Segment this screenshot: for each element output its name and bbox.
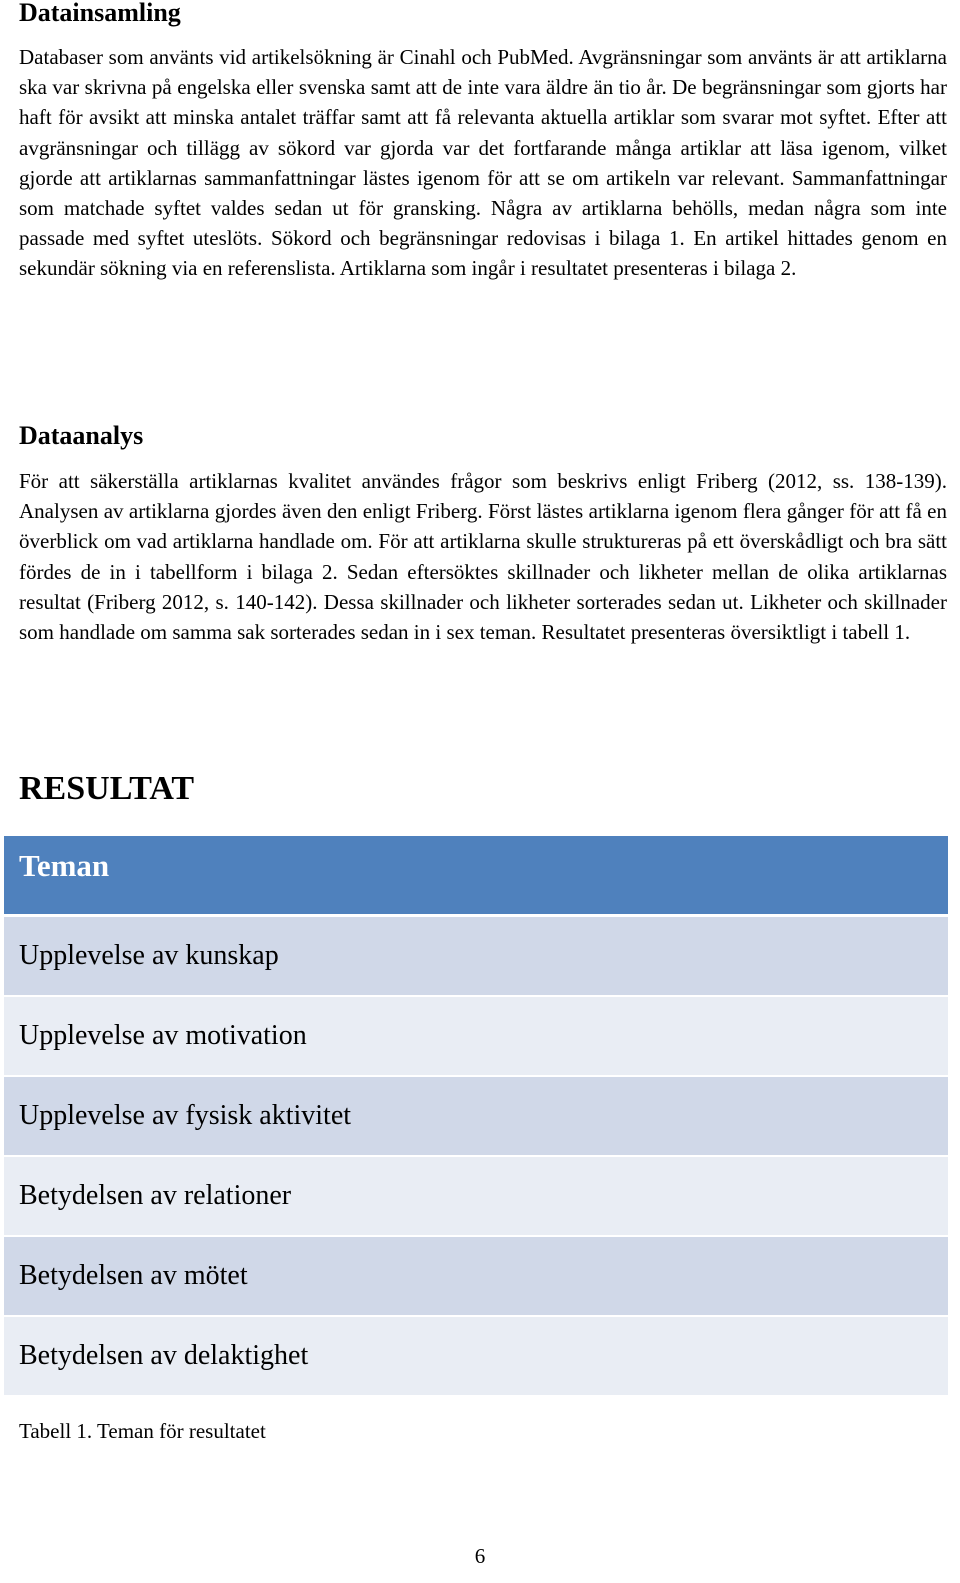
table-row: Upplevelse av fysisk aktivitet — [4, 1077, 948, 1157]
heading-datainsamling: Datainsamling — [19, 0, 181, 27]
heading-dataanalys: Dataanalys — [19, 421, 144, 450]
table-row: Betydelsen av delaktighet — [4, 1317, 948, 1397]
themes-table — [4, 836, 948, 1397]
paragraph-dataanalys: För att säkerställa artiklarnas kvalitet användes frågor som beskrivs enligt Friberg (2012, ss. 138-139). Analysen av artiklarna gjordes även den enligt Friberg. Först lästes artiklarna igenom flera gånger för att få en överblick om vad artiklarna handlade om. För att artiklarna skulle struktureras på ett överskådligt och bra sätt fördes de in i tabellform i bilaga 2. Sedan eftersöktes skillnader och likheter mellan de olika artiklarnas resultat (Friberg 2012, s. 140-142). Dessa skillnader och likheter sorterades sedan ut. Likheter och skillnader som handlade om samma sak sorterades sedan in i sex teman. Resultatet presenteras översiktligt i tabell 1. — [19, 469, 947, 645]
table-row: Upplevelse av kunskap — [4, 917, 948, 997]
heading-resultat: RESULTAT — [19, 770, 195, 807]
table-row: Upplevelse av motivation — [4, 997, 948, 1077]
paragraph-datainsamling: Databaser som använts vid artikelsökning är Cinahl och PubMed. Avgränsningar som använts är att artiklarna ska var skrivna på engelska eller svenska samt att de inte vara äldre än tio år. De begränsningar som gjorts har haft för avsikt att minska antalet träffar samt att få relevanta aktuella artiklar som svarar mot syftet. Efter att avgränsningar och tillägg av sökord var gjorda var det fortfarande många artiklar att läsa igenom, vilket gjorde att artiklarnas sammanfattningar lästes igenom för att se om artikeln var relevant. Sammanfattningar som matchade syftet valdes sedan ut för gransking. Några av artiklarna behölls, medan några som inte passade med syftet uteslöts. Sökord och begränsningar redovisas i bilaga 1. En artikel hittades genom en sekundär sökning via en referenslista. Artiklarna som ingår i resultatet presenteras i bilaga 2. — [19, 45, 947, 281]
table-row: Betydelsen av mötet — [4, 1237, 948, 1317]
table-caption: Tabell 1. Teman för resultatet — [19, 1419, 266, 1443]
table-header: Teman — [4, 836, 948, 917]
table-row: Betydelsen av relationer — [4, 1157, 948, 1237]
page-number: 6 — [474, 1544, 486, 1568]
